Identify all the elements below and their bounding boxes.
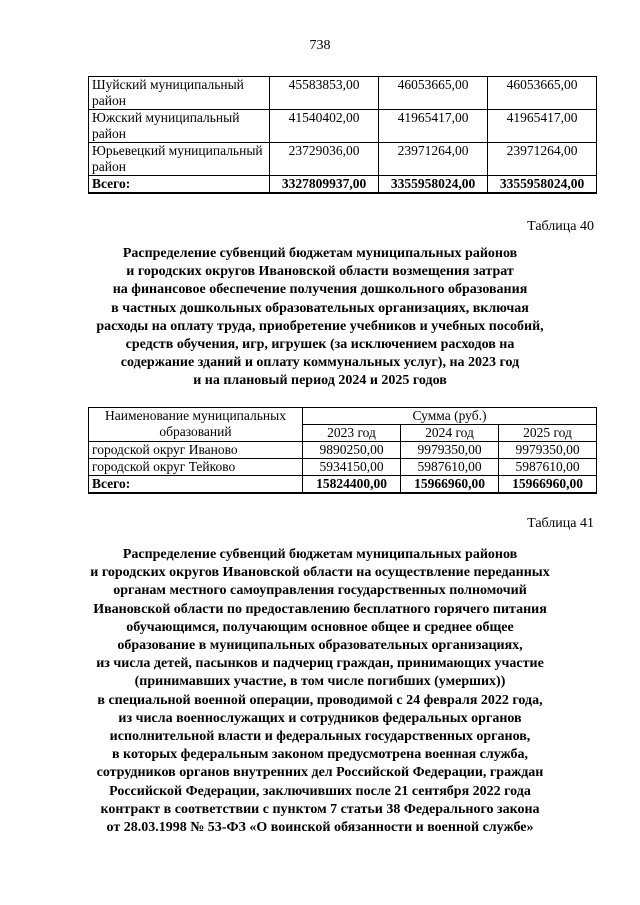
title-line: Российской Федерации, заключивших после 21 сентября 2022 года	[109, 783, 531, 799]
total-amount: 15966960,00	[401, 476, 499, 494]
amount-cell: 41540402,00	[270, 110, 379, 143]
title-line: от 28.03.1998 № 53-ФЗ «О воинской обязанности и военной службе»	[106, 820, 534, 836]
title-line: в которых федеральным законом предусмотрена военная служба,	[112, 747, 528, 763]
total-row	[89, 176, 597, 194]
title-line: Распределение субвенций бюджетам муниципальных районов	[122, 547, 518, 562]
title-line: органам местного самоуправления государственных полномочий	[113, 583, 527, 599]
title-line: Ивановской области по предоставлению бесплатного горячего питания	[93, 601, 547, 617]
title-line: (принимавших участие, в том числе погибших (умерших))	[134, 674, 506, 690]
title-line: образование в муниципальных образовательных организациях,	[117, 638, 523, 654]
municipality-name: Юрьевецкий муниципальный район	[89, 143, 270, 176]
table-row	[89, 459, 597, 476]
municipality-name: городской округ Тейково	[89, 459, 303, 476]
title-line: и городских округов Ивановской области на осуществление переданных	[90, 565, 550, 581]
title-line: и на плановый период 2024 и 2025 годов	[193, 373, 447, 389]
table-41-title	[40, 546, 600, 837]
total-amount: 3327809937,00	[270, 176, 379, 194]
total-amount: 3355958024,00	[379, 176, 488, 194]
header-sum: Сумма (руб.)	[303, 408, 597, 425]
table-40	[88, 407, 597, 494]
title-line: и городских округов Ивановской области возмещения затрат	[126, 264, 514, 280]
amount-cell: 9979350,00	[499, 442, 597, 459]
table-row	[89, 77, 597, 110]
table-header-row	[89, 408, 597, 425]
amount-cell: 5934150,00	[303, 459, 401, 476]
amount-cell: 23971264,00	[379, 143, 488, 176]
municipality-name: городской округ Иваново	[89, 442, 303, 459]
amount-cell: 41965417,00	[379, 110, 488, 143]
municipality-name: Шуйский муниципальный район	[89, 77, 270, 110]
amount-cell: 46053665,00	[379, 77, 488, 110]
amount-cell: 45583853,00	[270, 77, 379, 110]
amount-cell: 9890250,00	[303, 442, 401, 459]
total-label: Всего:	[89, 176, 270, 194]
title-line: из числа детей, пасынков и падчериц граждан, принимающих участие	[96, 656, 544, 672]
title-line: в специальной военной операции, проводимой с 24 февраля 2022 года,	[97, 692, 543, 708]
table-row	[89, 442, 597, 459]
amount-cell: 5987610,00	[499, 459, 597, 476]
table-41-label: Таблица 41	[527, 516, 594, 531]
table-row	[89, 143, 597, 176]
table-40-label: Таблица 40	[527, 219, 594, 234]
amount-cell: 9979350,00	[401, 442, 499, 459]
page-number: 738	[309, 38, 331, 53]
title-line: расходы на оплату труда, приобретение учебников и учебных пособий,	[96, 318, 544, 334]
total-amount: 3355958024,00	[488, 176, 597, 194]
title-line: на финансовое обеспечение получения дошкольного образования	[112, 282, 528, 298]
title-line: в частных дошкольных образовательных организациях, включая	[111, 300, 529, 316]
title-line: Распределение субвенций бюджетам муниципальных районов	[122, 246, 518, 261]
title-line: из числа военнослужащих и сотрудников федеральных органов	[118, 710, 522, 726]
title-line: исполнительной власти и федеральных государственных органов,	[109, 729, 531, 745]
header-name: Наименование муниципальных образований	[89, 408, 303, 442]
total-amount: 15966960,00	[499, 476, 597, 494]
amount-cell: 5987610,00	[401, 459, 499, 476]
table-row	[89, 110, 597, 143]
table-continuation	[88, 76, 597, 194]
title-line: контракт в соответствии с пунктом 7 статьи 38 Федерального закона	[100, 801, 540, 817]
title-line: сотрудников органов внутренних дел Российской Федерации, граждан	[96, 765, 544, 781]
amount-cell: 23729036,00	[270, 143, 379, 176]
amount-cell: 46053665,00	[488, 77, 597, 110]
title-line: средств обучения, игр, игрушек (за исключением расходов на	[125, 337, 515, 353]
table-40-title	[60, 245, 580, 391]
amount-cell: 41965417,00	[488, 110, 597, 143]
header-year: 2023 год	[303, 425, 401, 442]
header-year: 2024 год	[401, 425, 499, 442]
header-year: 2025 год	[499, 425, 597, 442]
total-row	[89, 476, 597, 494]
total-label: Всего:	[89, 476, 303, 494]
title-line: обучающимся, получающим основное общее и среднее общее	[126, 619, 514, 635]
title-line: содержание зданий и оплату коммунальных услуг), на 2023 год	[120, 355, 520, 371]
total-amount: 15824400,00	[303, 476, 401, 494]
amount-cell: 23971264,00	[488, 143, 597, 176]
municipality-name: Южский муниципальный район	[89, 110, 270, 143]
